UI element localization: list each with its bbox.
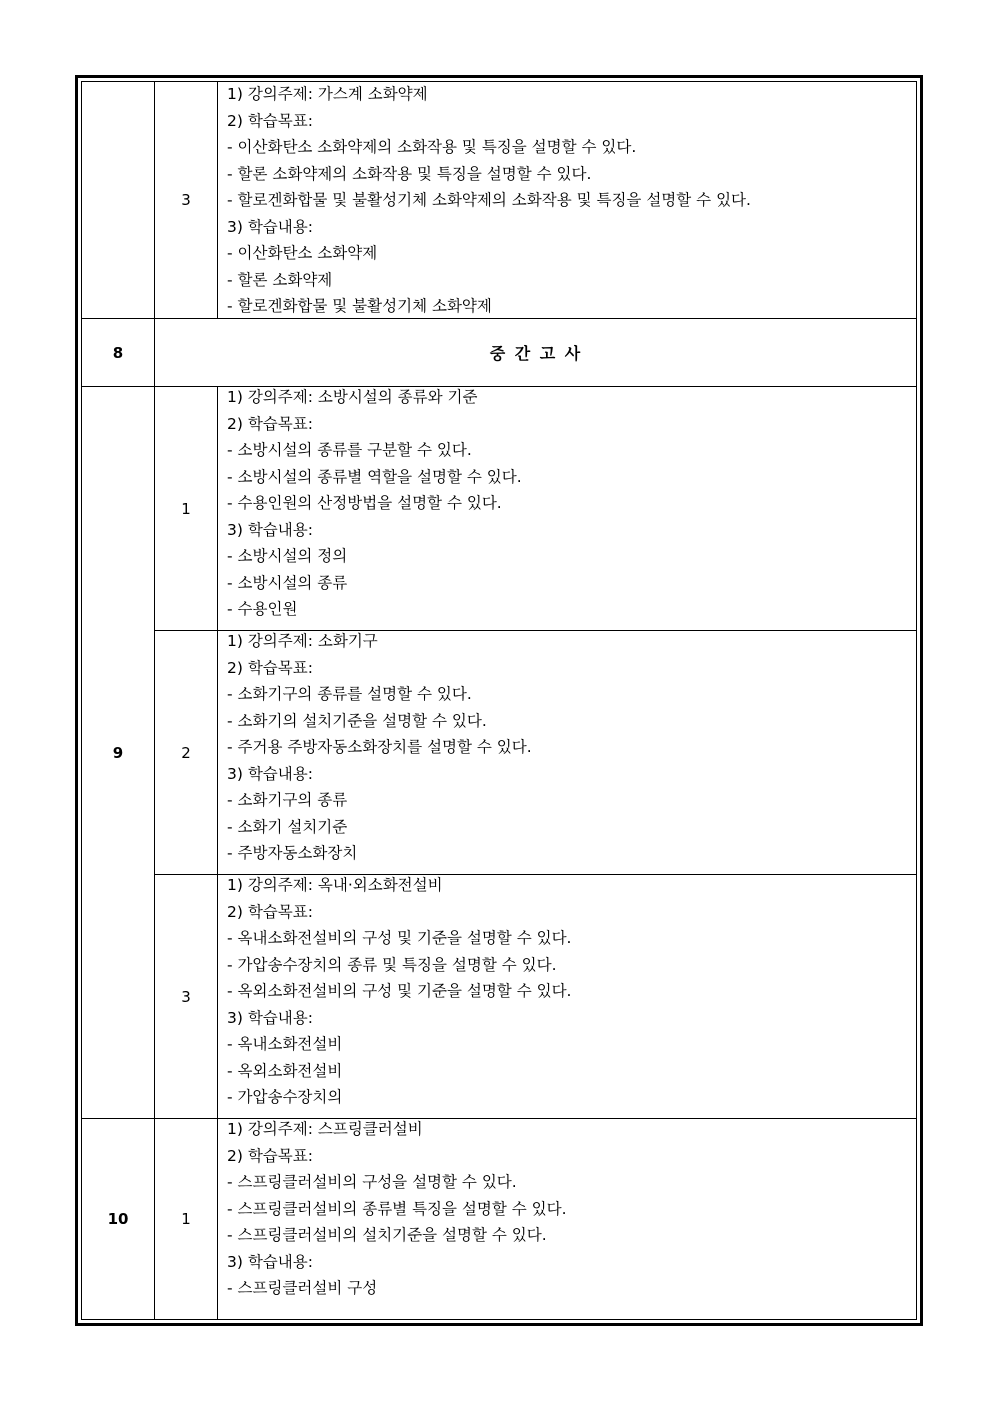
content-line: - 소화기의 설치기준을 설명할 수 있다. <box>227 711 487 730</box>
content-line: - 주방자동소화장치 <box>227 844 358 862</box>
content-line: - 소방시설의 정의 <box>227 547 348 565</box>
content-line: - 할론 소화약제의 소화작용 및 특징을 설명할 수 있다. <box>227 164 592 183</box>
content-line: - 이산화탄소 소화약제 <box>227 244 378 262</box>
content-line: - 옥외소화전설비 <box>227 1061 343 1080</box>
content-line: - 가압송수장치의 <box>227 1088 343 1106</box>
session-number: 1 <box>181 499 191 518</box>
lecture-content <box>227 384 522 623</box>
session-number: 3 <box>181 987 191 1006</box>
column-divider <box>217 387 218 1319</box>
content-line: - 소화기구의 종류를 설명할 수 있다. <box>227 685 472 703</box>
content-line: - 옥외소화전설비의 구성 및 기준을 설명할 수 있다. <box>227 982 572 1000</box>
content-line: - 옥내소화전설비의 구성 및 기준을 설명할 수 있다. <box>227 929 572 947</box>
session-number: 3 <box>181 191 191 209</box>
content-line: - 스프링클러설비의 종류별 특징을 설명할 수 있다. <box>227 1199 567 1218</box>
content-line: 1) 강의주제: 스프링클러설비 <box>227 1120 423 1138</box>
schedule-table <box>75 75 923 1326</box>
content-line: 3) 학습내용: <box>227 1252 313 1271</box>
content-line: 1) 강의주제: 소방시설의 종류와 기준 <box>227 388 478 406</box>
content-line: 2) 학습목표: <box>227 414 313 433</box>
content-line: - 소방시설의 종류 <box>227 573 348 592</box>
content-line: 2) 학습목표: <box>227 1146 313 1165</box>
week-number: 10 <box>107 1210 129 1228</box>
content-line: 1) 강의주제: 옥내·외소화전설비 <box>227 876 443 894</box>
content-line: 1) 강의주제: 가스계 소화약제 <box>227 85 428 103</box>
session-number: 1 <box>181 1210 191 1228</box>
column-divider <box>217 82 218 319</box>
schedule-table-inner <box>81 81 917 1320</box>
content-line: - 스프링클러설비의 구성을 설명할 수 있다. <box>227 1173 517 1191</box>
content-line: - 소화기구의 종류 <box>227 791 348 809</box>
week-number: 9 <box>112 743 124 762</box>
session-number: 2 <box>181 743 191 762</box>
content-line: 3) 학습내용: <box>227 217 313 236</box>
content-line: - 수용인원 <box>227 600 298 618</box>
lecture-content <box>227 81 751 320</box>
content-line: - 주거용 주방자동소화장치를 설명할 수 있다. <box>227 738 532 756</box>
lecture-content <box>227 1116 567 1302</box>
content-line: - 소방시설의 종류를 구분할 수 있다. <box>227 441 472 459</box>
content-line: - 수용인원의 산정방법을 설명할 수 있다. <box>227 494 502 512</box>
content-line: - 할론 소화약제 <box>227 270 333 289</box>
content-line: - 스프링클러설비 구성 <box>227 1279 378 1297</box>
content-line: - 소방시설의 종류별 역할을 설명할 수 있다. <box>227 467 522 486</box>
content-line: 3) 학습내용: <box>227 1008 313 1027</box>
content-line: 1) 강의주제: 소화기구 <box>227 632 378 650</box>
week-number: 8 <box>112 343 124 362</box>
content-line: 3) 학습내용: <box>227 764 313 783</box>
content-line: - 옥내소화전설비 <box>227 1035 343 1053</box>
lecture-content <box>227 872 571 1111</box>
midterm-exam-label: 중 간 고 사 <box>489 344 583 363</box>
content-line: 2) 학습목표: <box>227 902 313 921</box>
content-line: - 이산화탄소 소화약제의 소화작용 및 특징을 설명할 수 있다. <box>227 138 637 156</box>
content-line: - 할로겐화합물 및 불활성기체 소화약제 <box>227 297 492 315</box>
content-line: - 소화기 설치기준 <box>227 817 348 836</box>
content-line: - 스프링클러설비의 설치기준을 설명할 수 있다. <box>227 1226 547 1244</box>
content-line: - 가압송수장치의 종류 및 특징을 설명할 수 있다. <box>227 955 557 974</box>
lecture-content <box>227 628 532 867</box>
content-line: 2) 학습목표: <box>227 111 313 130</box>
content-line: - 할로겐화합물 및 불활성기체 소화약제의 소화작용 및 특징을 설명할 수 있다. <box>227 191 751 209</box>
content-line: 2) 학습목표: <box>227 658 313 677</box>
content-line: 3) 학습내용: <box>227 520 313 539</box>
